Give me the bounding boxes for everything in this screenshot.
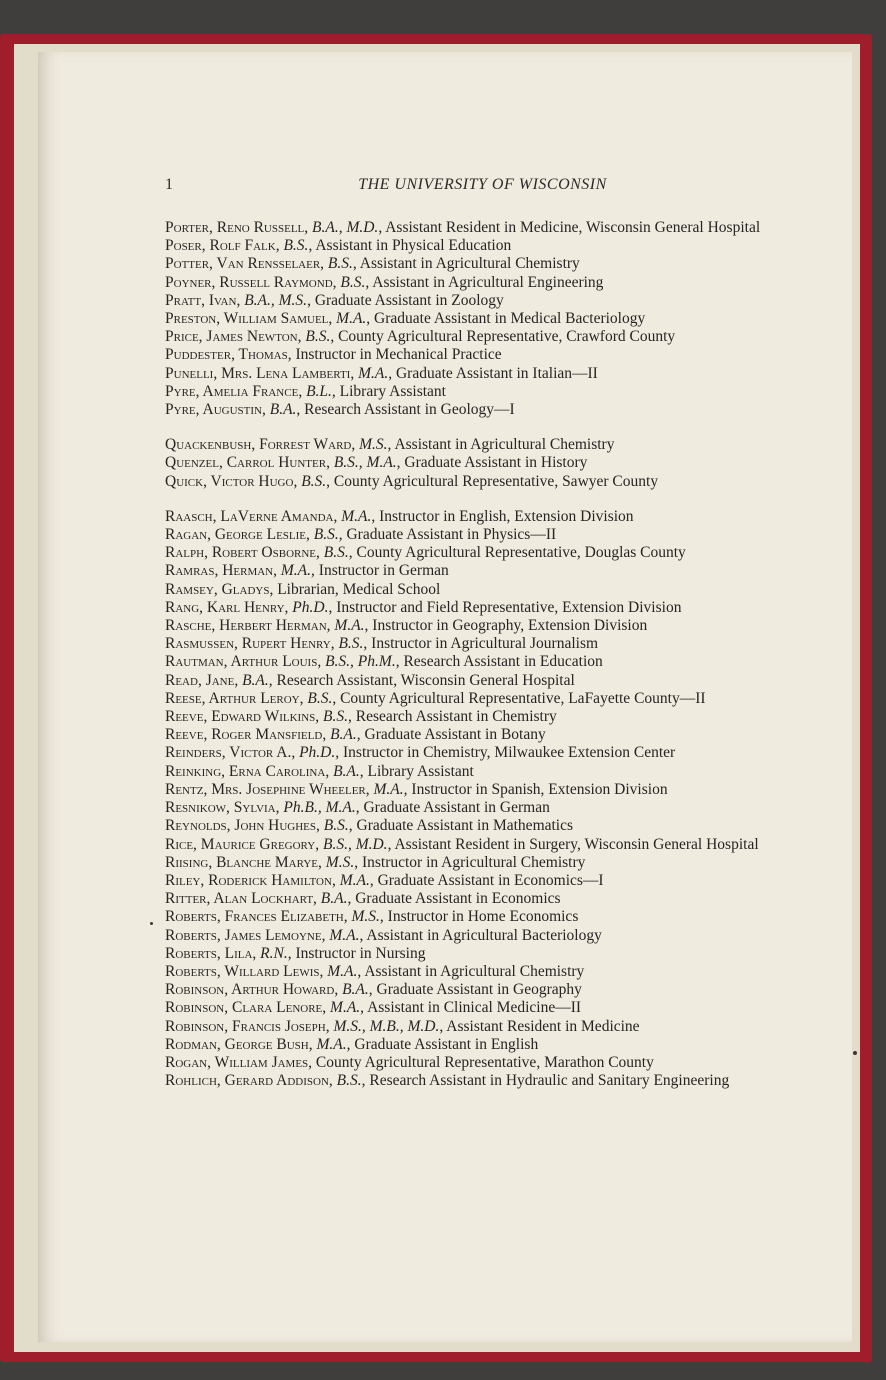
entry-degrees: B.S. (307, 689, 333, 707)
directory-entry: Reeve, Edward Wilkins, B.S., Research Assistant in Chemistry (165, 708, 557, 726)
directory-entry: Rice, Maurice Gregory, B.S., M.D., Assistant Resident in Surgery, Wisconsin General Hospital (165, 835, 759, 853)
margin-mark (150, 922, 153, 925)
entry-name: Reeve, Edward Wilkins (165, 708, 316, 726)
entry-degrees: B.S., M.D. (322, 835, 388, 853)
entry-role: County Agricultural Representative, LaFayette County—II (340, 689, 706, 707)
entry-role: Instructor in Nursing (295, 944, 426, 962)
entry-degrees: Ph.D. (299, 744, 336, 762)
entry-role: Assistant in Agricultural Bacteriology (366, 926, 602, 944)
entry-role: Instructor and Field Representative, Extension Division (336, 598, 682, 616)
entry-role: Assistant in Agricultural Chemistry (364, 962, 585, 980)
entry-role: Library Assistant (367, 762, 474, 780)
entry-name: Reynolds, John Hughes (165, 817, 317, 835)
entry-name: Porter, Reno Russell (165, 219, 305, 236)
entry-degrees: M.A. (358, 364, 389, 382)
entry-role: Research Assistant in Hydraulic and Sanitary Engineering (369, 1072, 730, 1090)
entry-degrees: B.S., M.A. (333, 454, 397, 472)
directory-entry: Porter, Reno Russell, B.A., M.D., Assistant Resident in Medicine, Wisconsin General Hospital (165, 219, 761, 236)
directory-entry: Reese, Arthur Leroy, B.S., County Agricultural Representative, LaFayette County—II (165, 689, 706, 707)
entry-role: Instructor in Spanish, Extension Division (411, 780, 668, 798)
entry-role: Graduate Assistant in Italian—II (395, 364, 598, 382)
entry-degrees: B.S. (323, 817, 349, 835)
directory-entry: Raasch, LaVerne Amanda, M.A., Instructor in English, Extension Division (165, 507, 634, 525)
entry-role: Graduate Assistant in German (363, 799, 550, 817)
entry-degrees: B.S. (283, 237, 309, 255)
entry-role: Research Assistant in Chemistry (355, 708, 557, 726)
entry-degrees: B.S., Ph.M. (325, 653, 396, 671)
running-head (165, 176, 800, 196)
entry-role: Assistant in Clinical Medicine—II (367, 999, 582, 1017)
entry-name: Punelli, Mrs. Lena Lamberti (165, 364, 351, 382)
entry-name: Robinson, Francis Joseph (165, 1017, 326, 1035)
entry-name: Pratt, Ivan (165, 291, 237, 309)
entry-name: Roberts, Frances Elizabeth (165, 908, 344, 926)
entry-name: Quackenbush, Forrest Ward (165, 436, 352, 454)
running-title: THE UNIVERSITY OF WISCONSIN (358, 176, 607, 193)
entry-degrees: B.S. (338, 635, 364, 653)
entry-name: Riley, Roderick Hamilton (165, 871, 332, 889)
entry-name: Reinking, Erna Carolina (165, 762, 326, 780)
directory-entry: Roberts, James Lemoyne, M.A., Assistant in Agricultural Bacteriology (165, 926, 602, 944)
directory-entry: Robinson, Francis Joseph, M.S., M.B., M.D., Assistant Resident in Medicine (165, 1017, 640, 1035)
entry-role: Assistant in Agricultural Chemistry (394, 436, 615, 454)
entry-degrees: B.S. (340, 273, 366, 291)
entry-role: Instructor in Chemistry, Milwaukee Extension Center (343, 744, 676, 762)
entry-degrees: B.S. (313, 526, 339, 544)
entry-name: Pyre, Augustin (165, 401, 262, 419)
entry-degrees: B.L. (306, 382, 332, 400)
entry-degrees: B.S. (327, 255, 353, 273)
entry-degrees: M.A. (334, 617, 365, 635)
entry-degrees: M.A. (330, 999, 361, 1017)
entry-degrees: M.A. (327, 962, 358, 980)
entry-degrees: B.A. (342, 981, 369, 999)
directory-entry: Price, James Newton, B.S., County Agricultural Representative, Crawford County (165, 328, 676, 346)
entry-degrees: M.A. (329, 926, 360, 944)
staff-listing (165, 219, 790, 1090)
entry-degrees: B.S. (336, 1072, 362, 1090)
entry-role: Instructor in Geography, Extension Division (372, 617, 648, 635)
entry-name: Roberts, Willard Lewis (165, 962, 320, 980)
entry-role: Graduate Assistant in English (354, 1035, 539, 1053)
directory-entry: Reinders, Victor A., Ph.D., Instructor in Chemistry, Milwaukee Extension Center (165, 744, 676, 762)
directory-entry: Rautman, Arthur Louis, B.S., Ph.M., Research Assistant in Education (165, 653, 603, 671)
entry-name: Rasmussen, Rupert Henry (165, 635, 331, 653)
entry-name: Robinson, Clara Lenore (165, 999, 323, 1017)
directory-entry: Reeve, Roger Mansfield, B.A., Graduate Assistant in Botany (165, 726, 546, 744)
entry-name: Read, Jane (165, 671, 235, 689)
directory-entry: Robinson, Arthur Howard, B.A., Graduate Assistant in Geography (165, 981, 582, 999)
entry-role: Instructor in Agricultural Journalism (371, 635, 599, 653)
entry-name: Rasche, Herbert Herman (165, 617, 327, 635)
entry-name: Rang, Karl Henry (165, 598, 285, 616)
entry-name: Preston, William Samuel (165, 310, 329, 328)
entry-role: Graduate Assistant in Physics—II (346, 526, 557, 544)
entry-role: Assistant Resident in Medicine, Wisconsin General Hospital (385, 219, 761, 236)
entry-degrees: Ph.B., M.A. (283, 799, 356, 817)
entry-degrees: B.A., M.D. (312, 219, 379, 236)
entry-degrees: B.A. (269, 401, 297, 419)
entry-role: Graduate Assistant in Geography (376, 981, 582, 999)
entry-name: Raasch, LaVerne Amanda (165, 507, 334, 525)
entry-degrees: M.S., M.B., M.D. (333, 1017, 440, 1035)
directory-entry: Reynolds, John Hughes, B.S., Graduate Assistant in Mathematics (165, 817, 574, 835)
entry-degrees: M.A. (280, 562, 312, 580)
entry-name: Potter, Van Rensselaer (165, 255, 321, 273)
entry-name: Ragan, George Leslie (165, 526, 307, 544)
directory-entry: Robinson, Clara Lenore, M.A., Assistant in Clinical Medicine—II (165, 999, 582, 1017)
entry-role: Assistant Resident in Surgery, Wisconsin General Hospital (394, 835, 759, 853)
entry-name: Puddester, Thomas (165, 346, 288, 364)
entry-name: Rogan, William James (165, 1053, 309, 1071)
entry-role: Assistant in Agricultural Engineering (372, 273, 604, 291)
entry-role: Assistant in Agricultural Chemistry (359, 255, 580, 273)
entry-name: Ritter, Alan Lockhart (165, 890, 314, 908)
entry-role: County Agricultural Representative, Douglas County (356, 544, 686, 562)
entry-degrees: R.N. (260, 944, 288, 962)
entry-degrees: Ph.D. (292, 598, 329, 616)
directory-entry: Quenzel, Carrol Hunter, B.S., M.A., Graduate Assistant in History (165, 454, 588, 472)
entry-name: Quick, Victor Hugo (165, 472, 294, 490)
directory-entry: Riising, Blanche Marye, M.S., Instructor in Agricultural Chemistry (165, 853, 586, 871)
directory-entry: Riley, Roderick Hamilton, M.A., Graduate Assistant in Economics—I (165, 871, 604, 889)
entry-name: Resnikow, Sylvia (165, 799, 276, 817)
entry-name: Quenzel, Carrol Hunter (165, 454, 327, 472)
directory-entry: Poyner, Russell Raymond, B.S., Assistant in Agricultural Engineering (165, 273, 604, 291)
entry-role: Instructor in Mechanical Practice (295, 346, 502, 364)
entry-name: Riising, Blanche Marye (165, 853, 319, 871)
directory-entry: Resnikow, Sylvia, Ph.B., M.A., Graduate Assistant in German (165, 799, 550, 817)
directory-entry: Puddester, Thomas, Instructor in Mechanical Practice (165, 346, 502, 364)
entry-name: Ramsey, Gladys (165, 580, 270, 598)
directory-entry: Ralph, Robert Osborne, B.S., County Agricultural Representative, Douglas County (165, 544, 686, 562)
entry-name: Rodman, George Bush (165, 1035, 309, 1053)
directory-entry: Ragan, George Leslie, B.S., Graduate Assistant in Physics—II (165, 526, 557, 544)
directory-entry: Rang, Karl Henry, Ph.D., Instructor and Field Representative, Extension Division (165, 598, 682, 616)
margin-mark (853, 1051, 857, 1055)
entry-degrees: M.A. (373, 780, 404, 798)
entry-degrees: B.S. (301, 472, 327, 490)
entry-role: Instructor in German (318, 562, 449, 580)
entry-role: Graduate Assistant in Mathematics (356, 817, 574, 835)
entry-role: Graduate Assistant in Economics—I (377, 871, 604, 889)
entry-name: Reese, Arthur Leroy (165, 689, 300, 707)
entry-degrees: M.A. (341, 507, 372, 525)
directory-entry: Roberts, Frances Elizabeth, M.S., Instructor in Home Economics (165, 908, 579, 926)
entry-role: Graduate Assistant in Economics (355, 890, 561, 908)
directory-entry: Pratt, Ivan, B.A., M.S., Graduate Assistant in Zoology (165, 291, 504, 309)
entry-name: Reeve, Roger Mansfield (165, 726, 323, 744)
entry-degrees: B.A. (320, 890, 348, 908)
entry-degrees: B.S. (305, 328, 331, 346)
entry-role: County Agricultural Representative, Crawford County (338, 328, 676, 346)
directory-entry: Roberts, Willard Lewis, M.A., Assistant in Agricultural Chemistry (165, 962, 585, 980)
entry-role: County Agricultural Representative, Sawyer County (333, 472, 659, 490)
entry-role: Graduate Assistant in Zoology (314, 291, 504, 309)
entry-degrees: B.A., M.S. (244, 291, 308, 309)
entry-name: Poyner, Russell Raymond (165, 273, 333, 291)
entry-degrees: B.S. (323, 544, 349, 562)
directory-entry: Rasmussen, Rupert Henry, B.S., Instructor in Agricultural Journalism (165, 635, 599, 653)
entry-name: Rautman, Arthur Louis (165, 653, 318, 671)
directory-entry: Rasche, Herbert Herman, M.A., Instructor in Geography, Extension Division (165, 617, 648, 635)
entry-name: Robinson, Arthur Howard (165, 981, 335, 999)
entry-role: Instructor in Home Economics (387, 908, 579, 926)
entry-name: Roberts, James Lemoyne (165, 926, 322, 944)
directory-entry: Pyre, Augustin, B.A., Research Assistant in Geology—I (165, 401, 515, 419)
entry-role: Research Assistant in Geology—I (304, 401, 515, 419)
directory-entry: Pyre, Amelia France, B.L., Library Assistant (165, 382, 446, 400)
entry-name: Ralph, Robert Osborne (165, 544, 317, 562)
entry-role: Graduate Assistant in Botany (364, 726, 546, 744)
entry-role: Instructor in Agricultural Chemistry (361, 853, 586, 871)
directory-entry: Punelli, Mrs. Lena Lamberti, M.A., Graduate Assistant in Italian—II (165, 364, 598, 382)
entry-degrees: M.A. (336, 310, 367, 328)
entry-degrees: B.A. (330, 726, 357, 744)
directory-entry: Rentz, Mrs. Josephine Wheeler, M.A., Instructor in Spanish, Extension Division (165, 780, 668, 798)
entry-role: Research Assistant in Education (403, 653, 603, 671)
entry-name: Rice, Maurice Gregory (165, 835, 316, 853)
entry-name: Pyre, Amelia France (165, 382, 299, 400)
directory-entry: Reinking, Erna Carolina, B.A., Library Assistant (165, 762, 474, 780)
directory-entry: Rohlich, Gerard Addison, B.S., Research Assistant in Hydraulic and Sanitary Engineering (165, 1072, 730, 1090)
directory-entry: Potter, Van Rensselaer, B.S., Assistant in Agricultural Chemistry (165, 255, 580, 273)
entry-degrees: M.A. (316, 1035, 347, 1053)
entry-name: Reinders, Victor A. (165, 744, 292, 762)
entry-role: Graduate Assistant in Medical Bacteriology (374, 310, 646, 328)
entry-degrees: M.A. (339, 871, 370, 889)
directory-entry: Rogan, William James, County Agricultural Representative, Marathon County (165, 1053, 654, 1071)
entry-degrees: B.A. (333, 762, 360, 780)
entry-role: Assistant Resident in Medicine (446, 1017, 640, 1035)
entry-name: Poser, Rolf Falk (165, 237, 276, 255)
entry-role: Library Assistant (339, 382, 446, 400)
directory-entry: Ramsey, Gladys, Librarian, Medical School (165, 580, 441, 598)
entry-role: Graduate Assistant in History (404, 454, 588, 472)
entry-degrees: M.S. (351, 908, 380, 926)
entry-name: Roberts, Lila (165, 944, 253, 962)
entry-name: Ramras, Herman (165, 562, 274, 580)
entry-degrees: M.S. (359, 436, 388, 454)
entry-role: Assistant in Physical Education (315, 237, 512, 255)
page-number: 1 (165, 176, 173, 193)
directory-entry: Ramras, Herman, M.A., Instructor in German (165, 562, 449, 580)
entry-role: Instructor in English, Extension Division (379, 507, 634, 525)
entry-role: County Agricultural Representative, Marathon County (315, 1053, 654, 1071)
directory-entry: Quackenbush, Forrest Ward, M.S., Assistant in Agricultural Chemistry (165, 436, 615, 454)
directory-entry: Roberts, Lila, R.N., Instructor in Nursing (165, 944, 426, 962)
entry-role: Research Assistant, Wisconsin General Hospital (276, 671, 575, 689)
entry-name: Price, James Newton (165, 328, 298, 346)
entry-degrees: B.A. (242, 671, 269, 689)
directory-entry: Rodman, George Bush, M.A., Graduate Assistant in English (165, 1035, 539, 1053)
entry-degrees: M.S. (325, 853, 355, 871)
entry-role: Librarian, Medical School (277, 580, 441, 598)
directory-entry: Ritter, Alan Lockhart, B.A., Graduate Assistant in Economics (165, 890, 561, 908)
directory-entry: Poser, Rolf Falk, B.S., Assistant in Physical Education (165, 237, 512, 255)
entry-name: Rohlich, Gerard Addison (165, 1072, 329, 1090)
entry-degrees: B.S. (323, 708, 348, 726)
directory-entry: Preston, William Samuel, M.A., Graduate Assistant in Medical Bacteriology (165, 310, 646, 328)
directory-entry: Quick, Victor Hugo, B.S., County Agricultural Representative, Sawyer County (165, 472, 659, 490)
directory-entry: Read, Jane, B.A., Research Assistant, Wisconsin General Hospital (165, 671, 575, 689)
entry-name: Rentz, Mrs. Josephine Wheeler (165, 780, 366, 798)
